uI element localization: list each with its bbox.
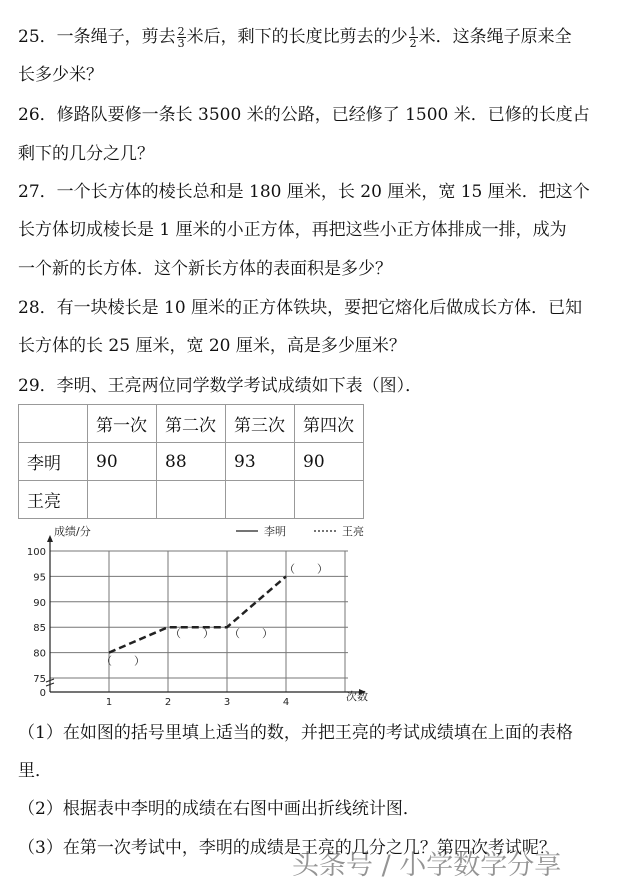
chart-axes: [46, 535, 366, 695]
score-table: [18, 404, 364, 519]
table-cell: [19, 405, 88, 443]
table-cell: [157, 481, 226, 519]
q25-text-a: 25．一条绳子，剪去: [18, 27, 176, 47]
y-tick-label: 90: [33, 597, 46, 609]
q25-line1: [18, 26, 572, 49]
frac-numerator: 2: [177, 25, 185, 38]
y-tick-label: 95: [33, 572, 46, 584]
table-cell: 第一次: [88, 405, 157, 443]
x-tick-label: 2: [164, 697, 172, 708]
x-tick-label: 1: [105, 697, 113, 708]
y-tick-label: 85: [33, 623, 46, 635]
q28-line1: 28．有一块棱长是 10 厘米的正方体铁块，要把它熔化后做成长方体．已知: [18, 298, 583, 318]
fraction-two-thirds: [177, 26, 186, 49]
frac-denominator: 3: [177, 37, 185, 50]
legend-label: 王亮: [342, 525, 364, 538]
q25-text-b: 米后，剩下的长度比剪去的少: [186, 27, 408, 47]
x-tick-label: 3: [223, 697, 231, 708]
q28-line2: 长方体的长 25 厘米，宽 20 厘米，高是多少厘米？: [18, 336, 406, 356]
fraction-one-half: [409, 26, 418, 49]
q25-line2: 长多少米？: [18, 65, 103, 85]
table-cell: 第二次: [157, 405, 226, 443]
y-tick-label: 100: [26, 547, 46, 558]
table-cell: 93: [226, 443, 295, 481]
table-row: [19, 481, 364, 519]
y-axis-arrow: [47, 535, 53, 542]
table-cell: 88: [157, 443, 226, 481]
table-cell: [226, 481, 295, 519]
q26-line1: 26．修路队要修一条长 3500 米的公路，已经修了 1500 米．已修的长度占: [18, 105, 590, 125]
sub-question-1-line2: 里．: [18, 761, 52, 781]
table-cell: 90: [295, 443, 364, 481]
table-cell: [88, 481, 157, 519]
blank-answer-label: （ ）: [284, 562, 328, 576]
table-cell: 90: [88, 443, 157, 481]
sub-question-1-line1: （1）在如图的括号里填上适当的数，并把王亮的考试成绩填在上面的表格: [18, 723, 573, 743]
table-cell: 李明: [19, 443, 88, 481]
q27-line1: 27．一个长方体的棱长总和是 180 厘米，长 20 厘米，宽 15 厘米．把这个: [18, 182, 590, 202]
table-cell: 第四次: [295, 405, 364, 443]
sub-question-3: （3）在第一次考试中，李明的成绩是王亮的几分之几？第四次考试呢？: [18, 838, 556, 858]
x-tick-label: 4: [282, 697, 290, 708]
frac-numerator: 1: [409, 25, 417, 38]
chart-series: [101, 562, 328, 667]
chart-legend: [236, 524, 364, 538]
series-line-wangliang: [109, 576, 286, 652]
y-tick-label: 80: [33, 648, 46, 660]
y-axis-label: 成绩/分: [54, 525, 91, 538]
blank-answer-label: （ ）: [229, 627, 273, 641]
y-tick-label: 0: [39, 688, 46, 699]
q27-line2: 长方体切成棱长是 1 厘米的小正方体，再把这些小正方体排成一排，成为: [18, 220, 567, 240]
q25-text-c: 米．这条绳子原来全: [418, 27, 572, 47]
blank-answer-label: （ ）: [170, 627, 214, 641]
table-cell: 王亮: [19, 481, 88, 519]
legend-label: 李明: [264, 525, 286, 538]
blank-answer-label: （ ）: [101, 654, 145, 668]
x-axis-label: 次数: [346, 690, 368, 703]
table-cell: 第三次: [226, 405, 295, 443]
table-header-row: [19, 405, 364, 443]
q27-line3: 一个新的长方体．这个新长方体的表面积是多少？: [18, 259, 392, 279]
table-cell: [295, 481, 364, 519]
table-row: [19, 443, 364, 481]
y-tick-label: 75: [33, 674, 46, 685]
q26-line2: 剩下的几分之几？: [18, 144, 154, 164]
sub-question-2: （2）根据表中李明的成绩在右图中画出折线统计图．: [18, 799, 420, 819]
frac-denominator: 2: [409, 37, 417, 50]
watermark-text: 头条号 / 小学数学分享: [292, 850, 562, 881]
q29-line1: 29．李明、王亮两位同学数学考试成绩如下表（图）．: [18, 376, 423, 396]
score-line-chart: [18, 520, 388, 710]
